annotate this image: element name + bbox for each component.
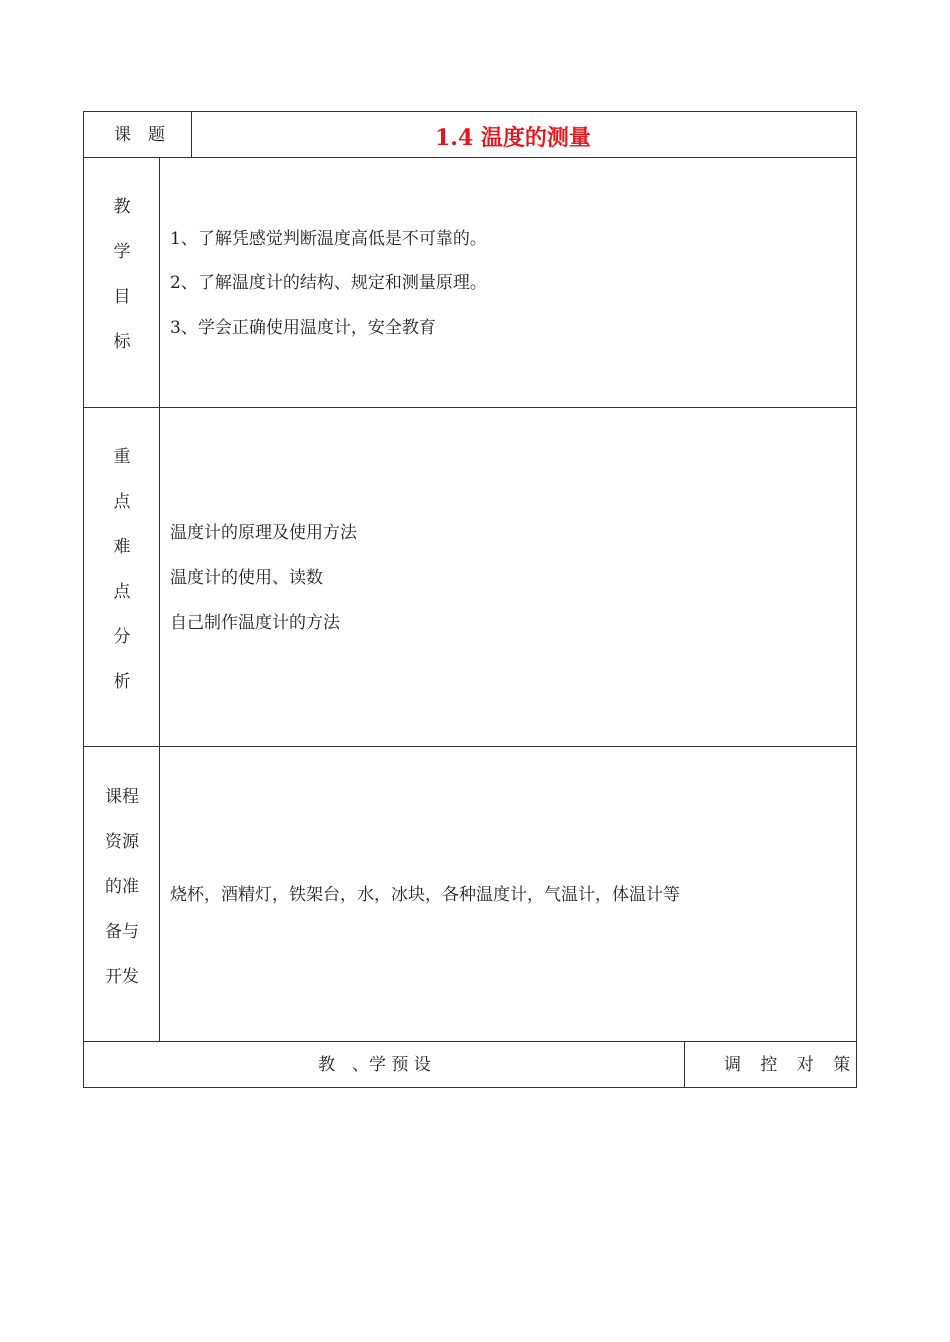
keypoint-item: 温度计的原理及使用方法 bbox=[170, 523, 357, 543]
footer-adjustment: 调 控 对 策 bbox=[724, 1055, 858, 1075]
row-divider-header bbox=[83, 157, 857, 158]
row-divider-objectives bbox=[83, 407, 857, 408]
page-title: 1.4 温度的测量 bbox=[435, 125, 591, 151]
footer-column-divider bbox=[684, 1041, 685, 1088]
keypoints-label-char: 难 bbox=[113, 537, 131, 557]
row-divider-keypoints bbox=[83, 746, 857, 747]
keypoint-item: 温度计的使用、读数 bbox=[170, 568, 323, 588]
keypoints-label-char: 重 bbox=[113, 447, 131, 467]
resources-label-line: 的准 bbox=[105, 877, 139, 897]
resources-label bbox=[83, 786, 161, 1011]
lesson-plan-table bbox=[83, 111, 857, 1088]
keypoints-label-char: 点 bbox=[113, 492, 131, 512]
objectives-label-char: 教 bbox=[113, 197, 131, 217]
keypoints-label-char: 分 bbox=[113, 627, 131, 647]
keypoints-label-char: 点 bbox=[113, 582, 131, 602]
objectives-label-char: 学 bbox=[113, 242, 131, 262]
resources-label-line: 课程 bbox=[105, 787, 139, 807]
objective-item: 2、了解温度计的结构、规定和测量原理。 bbox=[170, 273, 487, 293]
header-column-divider bbox=[191, 111, 192, 157]
objectives-label-char: 标 bbox=[113, 332, 131, 352]
resources-label-line: 资源 bbox=[105, 832, 139, 852]
objectives-label-char: 目 bbox=[113, 287, 131, 307]
objective-item: 1、了解凭感觉判断温度高低是不可靠的。 bbox=[170, 229, 487, 249]
keypoint-item: 自己制作温度计的方法 bbox=[170, 613, 340, 633]
keypoints-label bbox=[83, 446, 161, 716]
objectives-label bbox=[83, 196, 161, 376]
row-divider-resources bbox=[83, 1041, 857, 1042]
objective-item: 3、学会正确使用温度计，安全教育 bbox=[170, 318, 436, 338]
resources-label-line: 备与 bbox=[105, 922, 139, 942]
keypoints-label-char: 析 bbox=[113, 672, 131, 692]
header-label: 课 题 bbox=[114, 125, 165, 145]
resources-text: 烧杯，酒精灯，铁架台，水，冰块，各种温度计，气温计，体温计等 bbox=[170, 885, 680, 905]
resources-label-line: 开发 bbox=[105, 967, 139, 987]
footer-teaching-plan: 教 、学 预 设 bbox=[318, 1055, 431, 1075]
